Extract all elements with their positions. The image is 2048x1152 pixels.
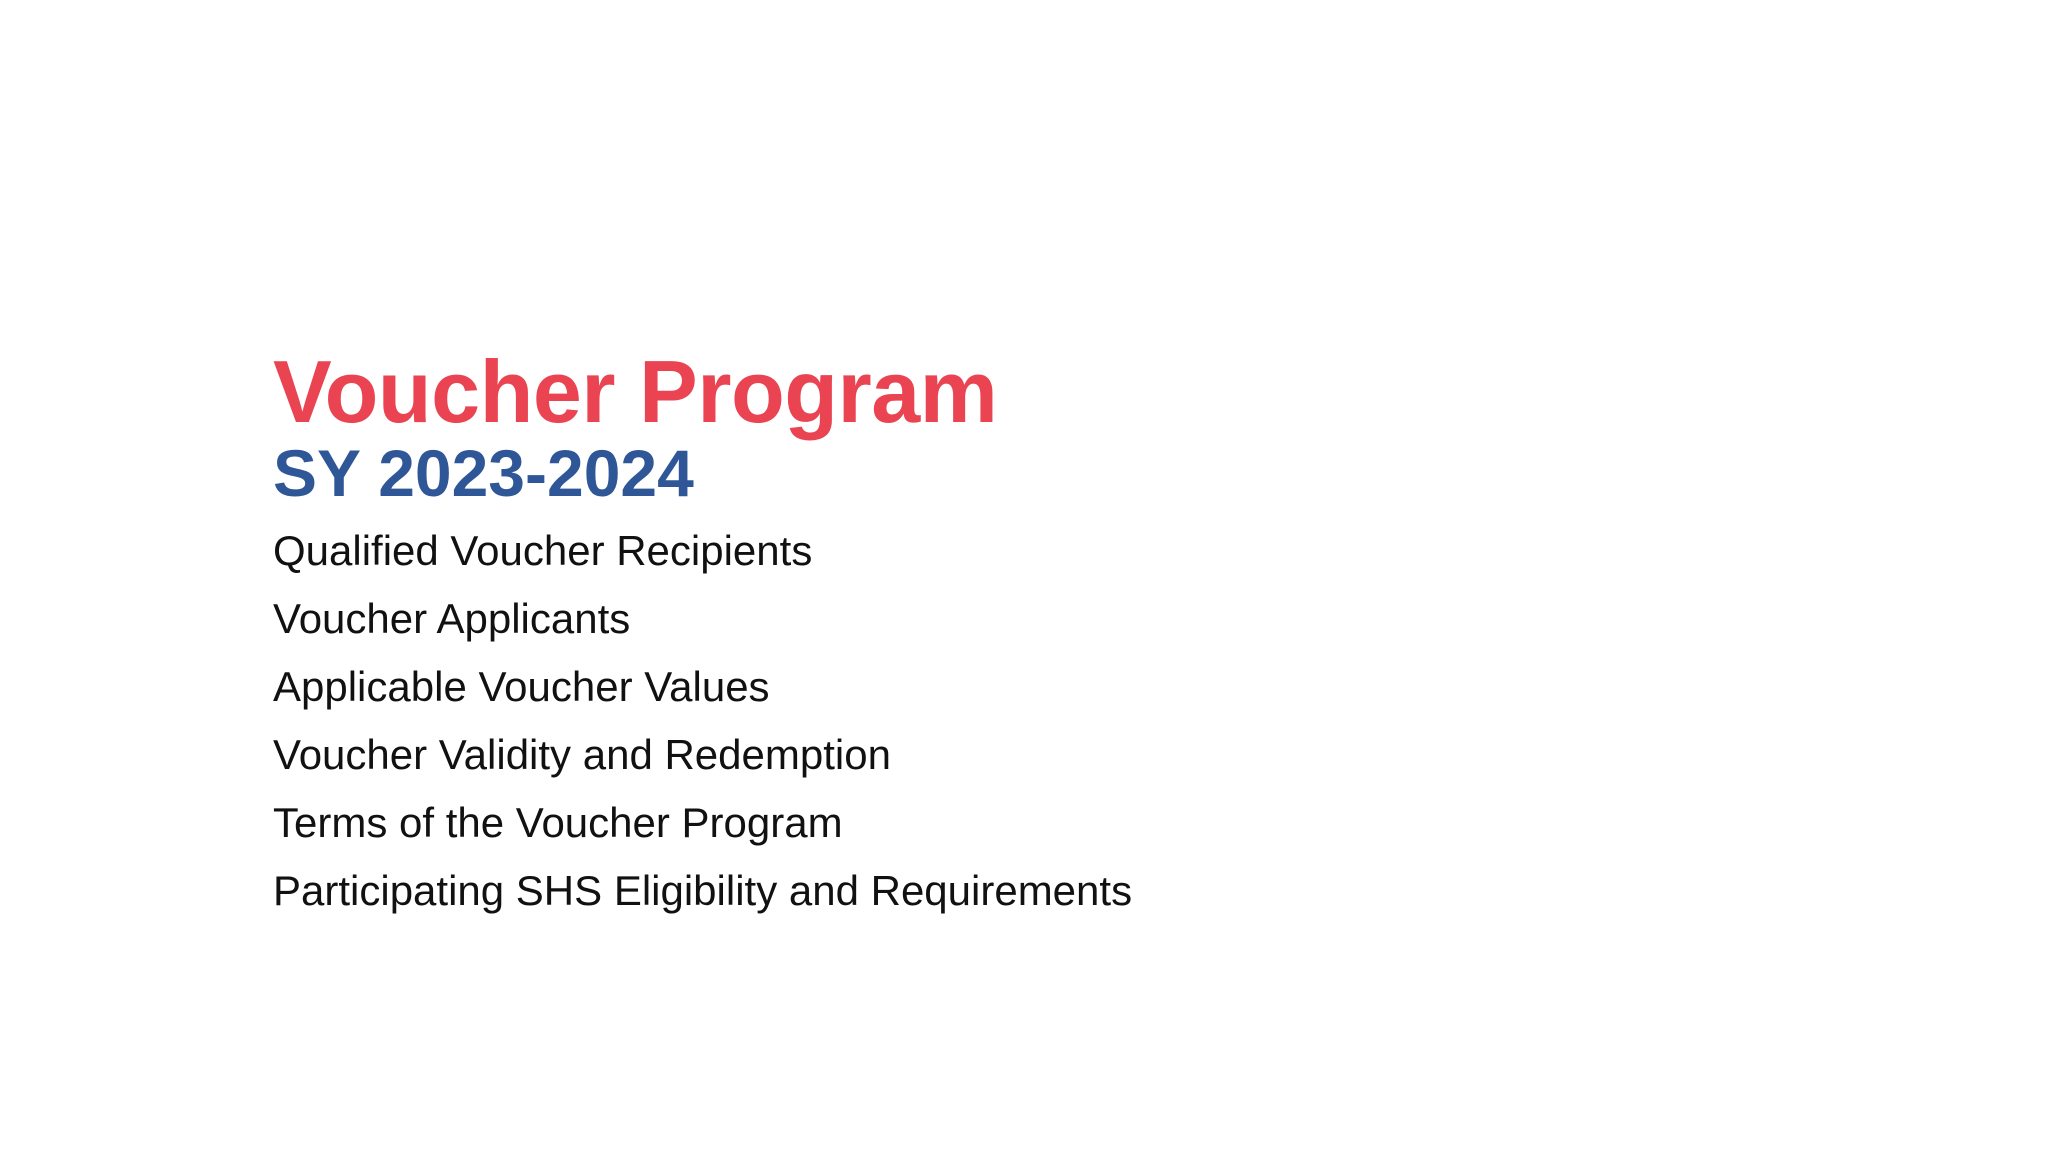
topic-item: Voucher Validity and Redemption	[273, 731, 891, 778]
topic-item: Applicable Voucher Values	[273, 663, 770, 710]
topic-item: Qualified Voucher Recipients	[273, 527, 813, 574]
slide-subtitle: SY 2023-2024	[273, 436, 694, 510]
slide-content	[273, 342, 1133, 925]
topic-list	[273, 517, 1132, 925]
slide-title: Voucher Program	[273, 342, 998, 441]
topic-item: Voucher Applicants	[273, 595, 631, 642]
topic-item: Participating SHS Eligibility and Requirements	[273, 867, 1133, 914]
topic-item: Terms of the Voucher Program	[273, 799, 843, 846]
